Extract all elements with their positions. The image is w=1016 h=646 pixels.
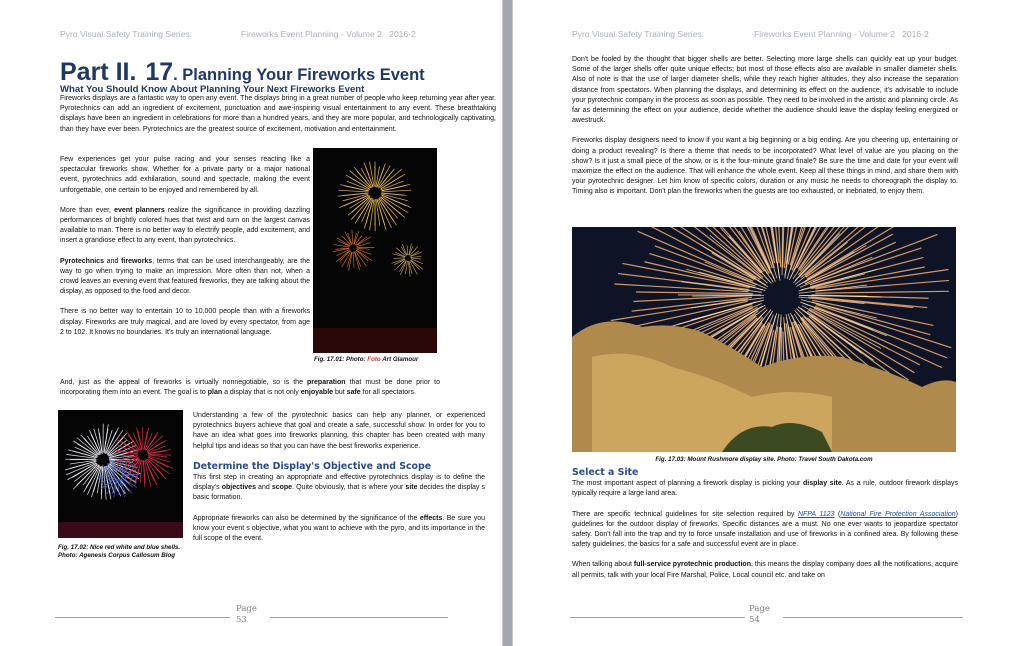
chapter-name: . Planning Your Fireworks Event	[173, 66, 425, 84]
paragraph	[60, 206, 310, 247]
paragraph	[572, 479, 958, 499]
fig2-caption: Fig. 17.02: Nice red white and blue shells. Photo: Agenesis Corpus Callosum Blog	[58, 544, 181, 559]
right-column-text	[193, 411, 485, 554]
text-run: effects	[419, 514, 443, 522]
fireworks-photo-1	[313, 148, 437, 353]
footer-rule	[570, 617, 745, 618]
text-run: Few experiences get your pulse racing and your senses reacting like a spectacular fireworks show. Whether for a private party or a major national event, pyrotechnics add exhilaration, sound and spectacle, making the event unforgettable, one certain to be enjoyed and remembered by all.	[60, 156, 310, 194]
text-run: (	[834, 510, 841, 518]
text-run: This first step in creating an appropriate and effective pyrotechnics display is to define the display's	[193, 474, 485, 492]
text-run: Fig. 17.01: Photo:	[314, 356, 368, 363]
paragraph	[60, 155, 310, 196]
firework-streak	[339, 190, 368, 192]
text-run: plan	[207, 389, 223, 397]
paragraph	[193, 473, 485, 504]
text-run: site	[405, 484, 418, 492]
chapter-subtitle: What You Should Know About Planning Your Next Fireworks Event	[60, 84, 365, 95]
page-54	[513, 0, 1016, 646]
text-link[interactable]: National Fire Protection Association	[840, 510, 956, 518]
page-gutter	[502, 0, 513, 646]
chapter-number: 17	[145, 58, 174, 86]
text-run: objectives	[221, 484, 256, 492]
text-run: and	[255, 484, 272, 492]
firework-streak	[356, 248, 369, 249]
text-run: but	[333, 389, 347, 397]
text-run: The most important aspect of planning a firework display is picking your	[572, 480, 803, 488]
text-link[interactable]: NFPA 1123	[797, 510, 835, 518]
intro-paragraph	[60, 94, 496, 145]
header-series: Pyro Visual Safety Training Series:	[572, 29, 705, 39]
firework-streak	[336, 249, 349, 256]
firework-streak	[340, 250, 351, 261]
text-run: and	[103, 257, 122, 265]
text-run: There is no better way to entertain 10 to 10,000 people than with a fireworks display. Fireworks are truly magical, and are loved by every spectator, from age 2 to 102. It knows no boundaries. It's truly an international language.	[60, 308, 310, 336]
text-run: Foto	[367, 356, 381, 363]
page-53	[0, 0, 502, 646]
text-run: And, just as the appeal of fireworks is virtually nonnegotiable, so is the	[60, 379, 308, 386]
paragraph	[572, 136, 958, 197]
preparation-paragraph	[60, 378, 440, 408]
text-run: Understanding a few of the pyrotechnic basics can help any planner, or experienced pyrotechnics buyers achieve that goal and create a safe, successful show. In order for you to have an idea what goes into fireworks planning, this chapter has been created with many helpful tips and ideas so that you can have the best fireworks experience.	[193, 412, 485, 450]
text-run: preparation	[307, 379, 346, 386]
firework-streak	[149, 455, 171, 456]
firework-streak	[148, 440, 167, 451]
firework-streak	[73, 465, 97, 489]
text-run: event planners	[114, 206, 165, 214]
bottom-text	[572, 468, 958, 591]
firework-streak	[336, 250, 349, 261]
chapter-title	[60, 58, 425, 87]
paragraph	[193, 514, 485, 545]
text-run: . Be sure you know your event s objective, what you want to achieve with the pyro, and its importance in the full scope of the event.	[193, 514, 486, 543]
firework-streak	[357, 237, 371, 245]
firework-streak	[393, 258, 405, 259]
text-run: scope	[271, 484, 293, 492]
footer-rule	[55, 617, 230, 618]
paragraph	[572, 55, 958, 126]
firework-streak	[392, 254, 405, 257]
header-volume: Fireworks Event Planning - Volume 2 2016-2	[241, 29, 416, 39]
text-run: . As a rule, outdoor firework displays typically require a large land area.	[572, 480, 958, 498]
text-run: for all spectators.	[360, 389, 416, 397]
column-text	[60, 155, 310, 348]
paragraph	[572, 510, 958, 551]
paragraph	[60, 257, 310, 298]
mount-rushmore-photo	[572, 227, 956, 452]
paragraph	[193, 411, 485, 452]
ground-glow	[313, 328, 437, 353]
text-run: , terms that can be used interchangeably, are the way to go when trying to make an impression. More often than not, when a crowd leaves an evening event that featured fireworks, they are talking about the display, as opposed to the food and decor.	[60, 257, 310, 296]
header-volume: Fireworks Event Planning - Volume 2 2016-2	[754, 29, 929, 39]
section-heading: Select a Site	[572, 467, 639, 478]
firework-streak	[138, 431, 142, 450]
text-run: display site	[802, 480, 842, 488]
text-run: Fireworks display designers need to know if you want a big beginning or a big ending. Are you cheering up, entertaining or doing a product revealing? Is there a theme that needs to be incorporated? What level of value are you placing on the show? Is it just a small piece of the show, or is it the four-minute grand finale? Be sure the time and date for your event will maximize the effect on the audience. That will enhance the whole event. Keep all these things in mind, and share them with your pyrotechnic designer. Let him know of specific colors, duration or any music he needs to choreograph the display to. Timing also is important. Don't plan the fireworks when the guests are too exhausted, or inebriated, to enjoy them.	[572, 137, 958, 196]
text-run: , this means the display company does all the notifications, acquire all permits, talk with your local Fire Marshal, Police, Local council etc. and take on	[572, 561, 959, 579]
fig3-caption: Fig. 17.03: Mount Rushmore display site. Photo: Travel South Dakota.com	[655, 456, 873, 463]
part-label: Part II.	[60, 58, 137, 86]
text-run: a display that is not only	[222, 389, 301, 397]
fireworks-photo-2	[58, 410, 183, 538]
paragraph	[60, 307, 310, 338]
text-run: decides the display s basic formation.	[193, 484, 485, 502]
text-run: Don't be fooled by the thought that bigger shells are better. Selecting more large shells can quickly eat up your budget. Some of the larger shells offer quite unique effects; but most of those effects also are available in smaller diameter shells. Also of note is that the use of larger diameter shells, while they reach higher altitudes, they also increase the separation distance from spectators. When planning the displays, and determining its effect on the audience, it's advisable to include your pyrotechnic company in the process as soon as possible. They need to be involved in the artistic and planning circle. As far as determining the effect on your audience, decide whether the audience should leave the display feeling energized or awestruck.	[572, 56, 958, 125]
section-heading: Determine the Display's Objective and Scope	[193, 460, 432, 472]
text-run: safe	[346, 389, 361, 397]
paragraph	[572, 560, 958, 580]
text-run: ) guidelines for the outdoor display of fireworks. Specific distances are a must. No one ever wants to jeopardize spectator safety. Don't fall into the trap and try to force unsafe installation and use of fireworks in a confined area. By following these safety guidelines, the basics for a safe and successful event are in place.	[572, 510, 958, 549]
footer-rule	[270, 617, 448, 618]
page-number: Page 53	[236, 604, 257, 625]
text-run: enjoyable	[300, 389, 334, 397]
text-run: When talking about	[572, 561, 634, 569]
firework-streak	[411, 257, 422, 258]
text-run: There are specific technical guidelines for site selection required by	[572, 510, 798, 518]
text-run: that must be done prior to incorporating them into an event. The goal is to	[60, 379, 440, 397]
text-run: Art Glamour	[380, 356, 419, 363]
fig1-caption	[314, 356, 454, 364]
text-run: Pyrotechnics	[60, 257, 104, 265]
text-run: full-service pyrotechnic production	[633, 561, 751, 569]
text-run: More than ever,	[60, 206, 115, 214]
firework-streak	[382, 190, 411, 192]
text-run: Fireworks displays are a fantastic way to open any event. The displays bring in a great number of people who keep returning year after year. Pyrotechnics can add an ingredient of excitement, punctuation and awe-inspiring visual entertainment to any event. These breathtaking displays have been an ingredient in celebrations for more than a hundred years, and they are more popular, and technologically captivating, than they have ever been. Pyrotechnics are the greatest source of excitement, motivation and entertainment.	[60, 95, 496, 133]
firework-streak	[352, 230, 353, 244]
firework-streak	[407, 245, 408, 255]
text-run: realize the significance in providing dazzling performances of brightly colored hues that twist and turn on the largest canvas available to man. There is no better way to electrify people, add excitement, and insert a grandiose effect to any event, than pyrotechnics.	[60, 206, 310, 245]
ground-glow	[58, 522, 183, 538]
header-series: Pyro Visual Safety Training Series:	[60, 29, 193, 39]
firework-streak	[411, 258, 422, 259]
page-number: Page 54	[749, 604, 770, 625]
firework-streak	[353, 252, 354, 268]
footer-rule	[783, 617, 963, 618]
firework-streak	[118, 479, 119, 495]
text-run: . Quite obviously, that is where your	[292, 484, 406, 492]
text-run: Appropriate fireworks can also be determined by the significance of the	[193, 514, 420, 522]
text-run: fireworks	[121, 257, 153, 265]
top-text	[572, 55, 958, 208]
